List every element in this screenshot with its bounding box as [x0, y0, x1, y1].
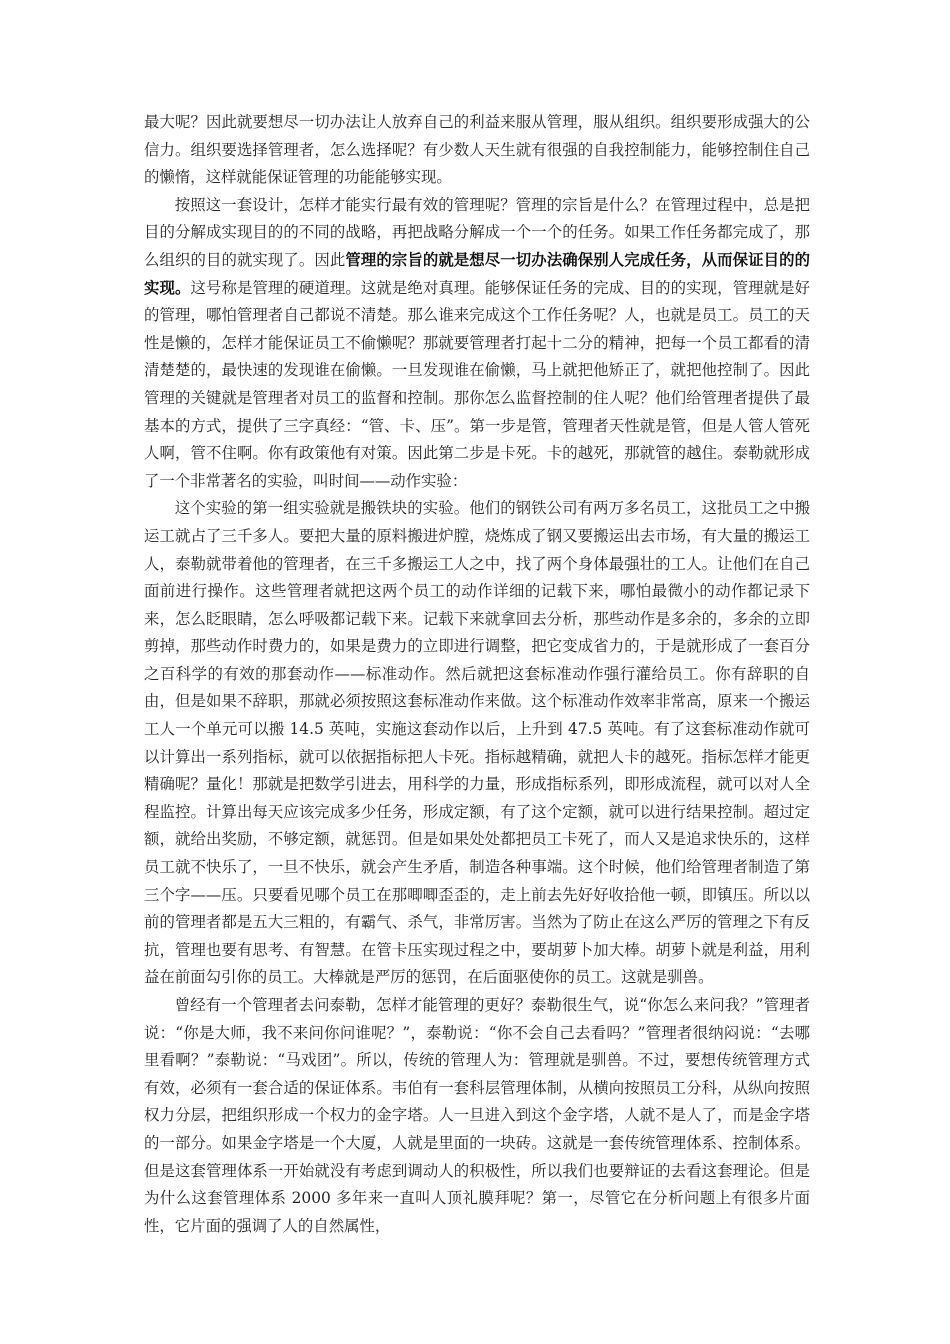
paragraph-4	[144, 992, 810, 1240]
paragraph-4-text: 曾经有一个管理者去问泰勒，怎样才能管理的更好？泰勒很生气，说“你怎么来问我？”管理者说：“你是大师，我不来问你问谁呢？”，泰勒说：“你不会自己去看吗？”管理者很纳闷说：“去哪里看啊？”泰勒说：“马戏团”。所以，传统的管理人为：管理就是驯兽。不过，要想传统管理方式有效，必须有一套合适的保证体系。韦伯有一套科层管理体制，从横向按照员工分科，从纵向按照权力分层，把组织形成一个权力的金字塔。人一旦进入到这个金字塔，人就不是人了，而是金字塔的一部分。如果金字塔是一个大厦，人就是里面的一块砖。这就是一套传统管理体系、控制体系。但是这套管理体系一开始就没有考虑到调动人的积极性，所以我们也要辩证的去看这套理论。但是为什么这套管理体系 2000 多年来一直叫人顶礼膜拜呢？第一，尽管它在分析问题上有很多片面性，它片面的强调了人的自然属性，	[144, 996, 810, 1235]
paragraph-1	[144, 109, 810, 192]
paragraph-2-bold-statement: 管理的宗旨的就是想尽一切办法确保别人完成任务，从而保证目的的实现。	[144, 250, 810, 297]
document-page	[144, 109, 810, 1240]
paragraph-1-text: 最大呢？因此就要想尽一切办法让人放弃自己的利益来服从管理，服从组织。组织要形成强大的公信力。组织要选择管理者，怎么选择呢？有少数人天生就有很强的自我控制能力，能够控制住自己的懒惰，这样就能保证管理的功能能够实现。	[144, 113, 810, 187]
paragraph-3	[144, 495, 810, 992]
paragraph-2-text-b: 这号称是管理的硬道理。这就是绝对真理。能够保证任务的完成、目的的实现，管理就是好的管理，哪怕管理者自己都说不清楚。那么谁来完成这个工作任务呢？人，也就是员工。员工的天性是懒的，怎样才能保证员工不偷懒呢？那就要管理者打起十二分的精神，把每一个员工都看的清清楚楚的，最快速的发现谁在偷懒。一旦发现谁在偷懒，马上就把他矫正了，就把他控制了。因此管理的关键就是管理者对员工的监督和控制。那你怎么监督控制的住人呢？他们给管理者提供了最基本的方式，提供了三字真经：“管、卡、压”。第一步是管，管理者天性就是管，但是人管人管死人啊，管不住啊。你有政策他有对策。因此第二步是卡死。卡的越死，那就管的越住。泰勒就形成了一个非常著名的实验，叫时间——动作实验：	[144, 278, 810, 490]
paragraph-3-text: 这个实验的第一组实验就是搬铁块的实验。他们的钢铁公司有两万多名员工，这批员工之中搬运工就占了三千多人。要把大量的原料搬进炉膛，烧炼成了钢又要搬运出去市场，有大量的搬运工人，泰勒就带着他的管理者，在三千多搬运工人之中，找了两个身体最强壮的工人。让他们在自己面前进行操作。这些管理者就把这两个员工的动作详细的记载下来，哪怕最微小的动作都记录下来，怎么眨眼睛，怎么呼吸都记载下来。记载下来就拿回去分析，那些动作是多余的，多余的立即剪掉，那些动作时费力的，如果是费力的立即进行调整，把它变成省力的，于是就形成了一套百分之百科学的有效的那套动作——标准动作。然后就把这套标准动作强行灌给员工。你有辞职的自由，但是如果不辞职，那就必须按照这套标准动作来做。这个标准动作效率非常高，原来一个搬运工人一个单元可以搬 14.5 英吨，实施这套动作以后，上升到 47.5 英吨。有了这套标准动作就可以计算出一系列指标，就可以依据指标把人卡死。指标越精确，就把人卡的越死。指标怎样才能更精确呢？量化！那就是把数学引进去，用科学的力量，形成指标系列，即形成流程，就可以对人全程监控。计算出每天应该完成多少任务，形成定额，有了这个定额，就可以进行结果控制。超过定额，就给出奖励，不够定额，就惩罚。但是如果处处都把员工卡死了，而人又是追求快乐的，这样员工就不快乐了，一旦不快乐，就会产生矛盾，制造各种事端。这个时候，他们给管理者制造了第三个字——压。只要看见哪个员工在那唧唧歪歪的，走上前去先好好收拾他一顿，即镇压。所以以前的管理者都是五大三粗的，有霸气、杀气，非常厉害。当然为了防止在这么严厉的管理之下有反抗，管理也要有思考、有智慧。在管卡压实现过程之中，要胡萝卜加大棒。胡萝卜就是利益，用利益在前面勾引你的员工。大棒就是严厉的惩罚，在后面驱使你的员工。这就是驯兽。	[144, 499, 810, 987]
paragraph-2	[144, 192, 810, 496]
paragraph-2-text-a: 按照这一套设计，怎样才能实行最有效的管理呢？管理的宗旨是什么？在管理过程中，总是把目的分解成实现目的的不同的战略，再把战略分解成一个一个的任务。如果工作任务都完成了，那么组织的目的就实现了。因此	[144, 195, 810, 269]
